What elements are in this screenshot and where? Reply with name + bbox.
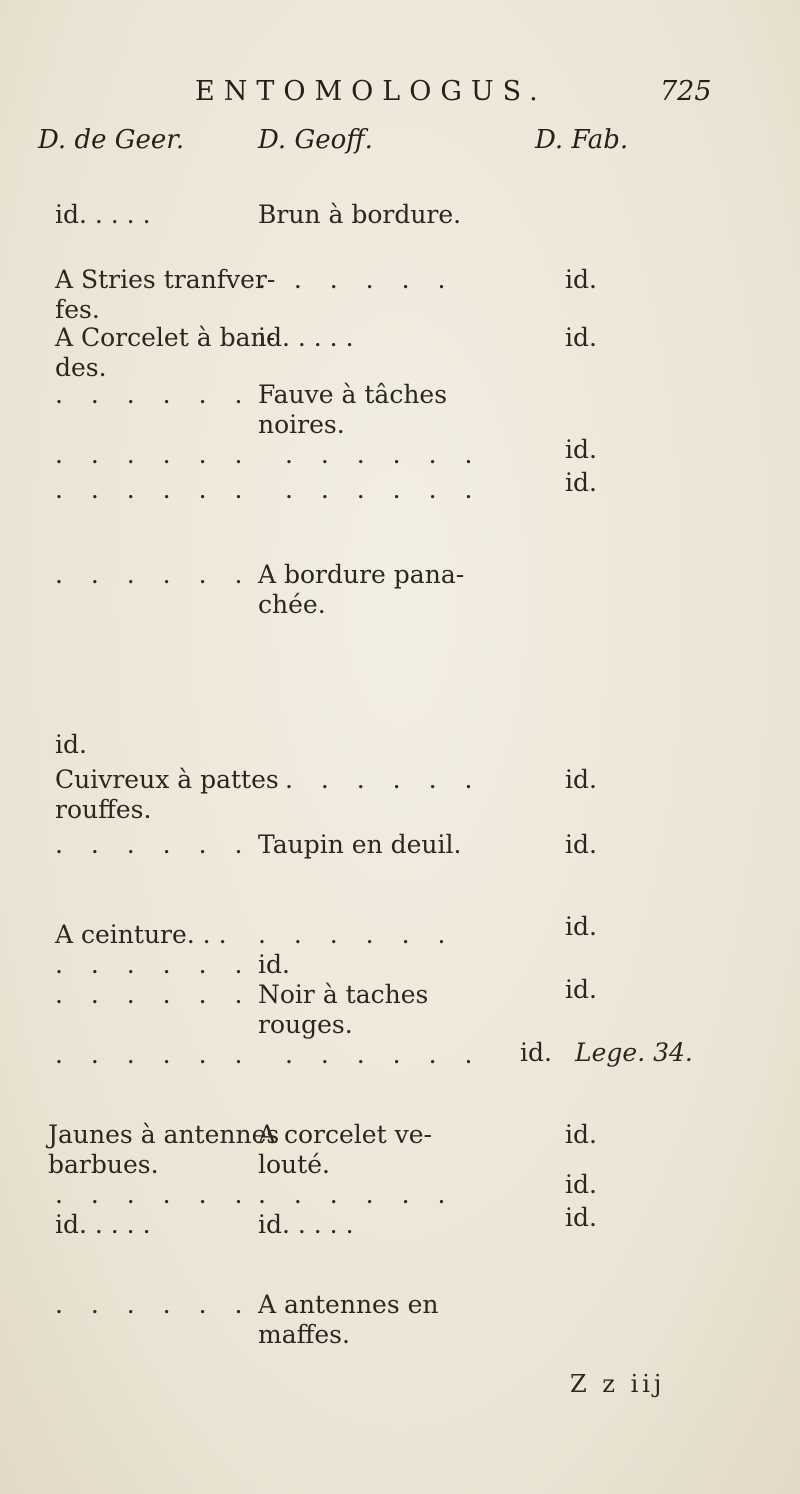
entry-fabricius: id. <box>565 1170 597 1199</box>
entry-fabricius: id. <box>565 1203 597 1232</box>
entry-geoffroy: A corcelet ve- louté. <box>258 1120 432 1179</box>
entry-geoffroy: Brun à bordure. <box>258 200 462 229</box>
entry-geoffroy: Taupin en deuil. <box>258 830 462 859</box>
leader-dots: . . . . . . <box>55 1290 253 1319</box>
leader-dots: . . . . . . <box>55 1040 253 1069</box>
leader-dots: . . . . . . <box>55 560 253 589</box>
entry-geoffroy: id. . . . . <box>258 323 354 352</box>
leader-dots: . . . . . . <box>55 950 253 979</box>
column-head-geoffroy: D. Geoff. <box>258 125 373 155</box>
entry-fabricius: id. <box>565 323 597 352</box>
entry-de-geer: A ceinture. . . <box>55 920 227 949</box>
entry-fabricius: id. <box>565 975 597 1004</box>
entry-de-geer: id. <box>55 730 87 759</box>
leader-dots: . . . . . . <box>258 920 456 949</box>
entry-de-geer: id. . . . . <box>55 1210 151 1239</box>
lege-reference: Lege. 34. <box>575 1038 693 1067</box>
leader-dots: . . . . . . <box>55 980 253 1009</box>
leader-dots: . . . . . . <box>285 1040 483 1069</box>
leader-dots: . . . . . . <box>285 440 483 469</box>
entry-fabricius: id. <box>565 468 597 497</box>
entry-geoffroy: Fauve à tâches noires. <box>258 380 448 439</box>
running-head-title: ENTOMOLOGUS. <box>195 76 547 107</box>
leader-dots: . . . . . . <box>285 475 483 504</box>
entry-de-geer: Cuivreux à pattes rouffes. <box>55 765 279 824</box>
leader-dots: . . . . . . <box>258 265 456 294</box>
entry-fabricius: id. <box>565 435 597 464</box>
entry-de-geer: A Corcelet à ban- des. <box>55 323 276 382</box>
leader-dots: . . . . . . <box>55 830 253 859</box>
leader-dots: . . . . . . <box>55 440 253 469</box>
page-number: 725 <box>660 76 712 107</box>
entry-de-geer: id. . . . . <box>55 200 151 229</box>
leader-dots: . . . . . . <box>55 1180 253 1209</box>
leader-dots: . . . . . . <box>55 380 253 409</box>
entry-de-geer: A Stries tranfver- fes. <box>55 265 276 324</box>
entry-fabricius: id. <box>565 1120 597 1149</box>
leader-dots: . . . . . . <box>258 1180 456 1209</box>
entry-geoffroy: id. . . . . <box>258 1210 354 1239</box>
entry-fabricius: id. <box>565 765 597 794</box>
entry-geoffroy: A bordure pana- chée. <box>258 560 465 619</box>
entry-geoffroy: id. <box>258 950 290 979</box>
entry-de-geer: Jaunes à antennes barbues. <box>48 1120 280 1179</box>
entry-fabricius: id. <box>520 1038 552 1067</box>
entry-fabricius: id. <box>565 912 597 941</box>
column-head-fabricius: D. Fab. <box>535 125 629 155</box>
entry-geoffroy: A antennes en maffes. <box>258 1290 439 1349</box>
entry-fabricius: id. <box>565 265 597 294</box>
signature-mark: Z z iij <box>570 1370 666 1398</box>
entry-fabricius: id. <box>565 830 597 859</box>
leader-dots: . . . . . . <box>55 475 253 504</box>
column-head-de-geer: D. de Geer. <box>38 125 185 155</box>
leader-dots: . . . . . . <box>285 765 483 794</box>
entry-geoffroy: Noir à taches rouges. <box>258 980 429 1039</box>
